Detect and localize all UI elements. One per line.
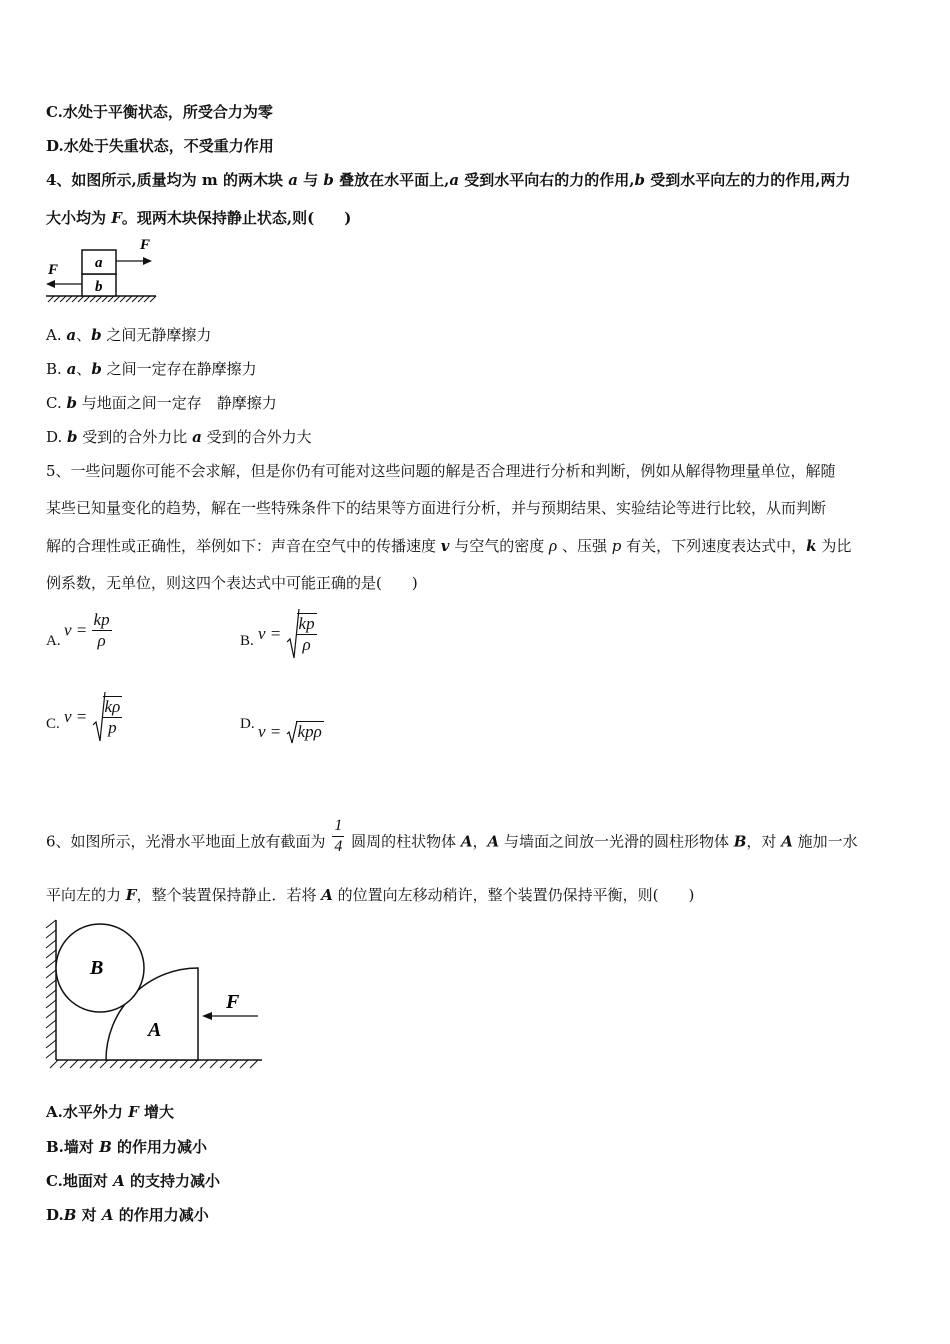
q3-option-d: D.水处于失重状态，不受重力作用 [46, 137, 274, 155]
q5-option-d-formula: v = kpρ [258, 722, 322, 741]
label-A: A [148, 1019, 162, 1041]
q5-stem-line2: 某些已知量变化的趋势，解在一些特殊条件下的结果等方面进行分析，并与预期结果、实验结论等进行比较，从而判断 [46, 499, 827, 517]
q6-option-b: B.墙对 B 的作用力减小 [46, 1138, 208, 1156]
q6-option-a: A.水平外力 F 增大 [46, 1103, 174, 1121]
q5-option-c-formula: v = $\frac{k\rho}{p}$ [64, 691, 122, 743]
q5-stem-line4: 例系数，无单位，则这四个表达式中可能正确的是( ) [46, 574, 418, 592]
label-b: b [95, 279, 103, 295]
q6-option-d: D.B 对 A 的作用力减小 [46, 1206, 209, 1224]
q5-option-d-label: D. [240, 716, 255, 732]
q3-option-c: C.水处于平衡状态，所受合力为零 [46, 103, 273, 121]
q6-stem-line1: 6、如图所示，光滑水平地面上放有截面为 $\frac{1}{4}$ 圆周的柱状物体 A，A 与墙面之间放一光滑的圆柱形物体 B，对 A 施加一水 [46, 817, 858, 855]
label-F: F [226, 991, 240, 1013]
q5-option-c-label: C. [46, 716, 60, 732]
label-F-left: F [48, 262, 59, 278]
q5-option-b-formula: v = $\frac{kp}{\rho}$ [258, 608, 317, 660]
q5-option-a-formula: v = $\frac{kp}{\rho}$ [64, 610, 110, 650]
q5-stem-line3: 解的合理性或正确性，举例如下：声音在空气中的传播速度 v 与空气的密度 ρ 、压强 p 有关，下列速度表达式中，k 为比 [46, 536, 852, 555]
q4-stem-line1: 4、如图所示,质量均为 m 的两木块 a 与 b 叠放在水平面上,a 受到水平向右的力的作用,b 受到水平向左的力的作用,两力 [46, 171, 851, 189]
q6-option-c: C.地面对 A 的支持力减小 [46, 1172, 220, 1190]
q4-option-c: C. b 与地面之间一定存 静摩擦力 [46, 394, 277, 412]
label-a: a [95, 255, 103, 271]
q5-option-a-label: A. [46, 633, 61, 649]
label-F-right: F [140, 237, 151, 253]
q4-option-b: B. a、b 之间一定存在静摩擦力 [46, 360, 257, 378]
q5-option-b-label: B. [240, 633, 254, 649]
q4-option-a: A. a、b 之间无静摩擦力 [46, 326, 212, 344]
q6-stem-line2: 平向左的力 F，整个装置保持静止．若将 A 的位置向左移动稍许，整个装置仍保持平衡，则( ) [46, 886, 695, 904]
label-B: B [90, 957, 104, 979]
q4-stem-line2: 大小均为 F。现两木块保持静止状态,则( ) [46, 209, 352, 227]
q4-option-d: D. b 受到的合外力比 a 受到的合外力大 [46, 428, 312, 446]
q5-stem-line1: 5、一些问题你可能不会求解，但是你仍有可能对这些问题的解是否合理进行分析和判断，例如从解得物理量单位，解随 [46, 462, 836, 480]
q6-wall-cylinder-figure [40, 916, 270, 1074]
q4-blocks-figure [40, 236, 160, 304]
